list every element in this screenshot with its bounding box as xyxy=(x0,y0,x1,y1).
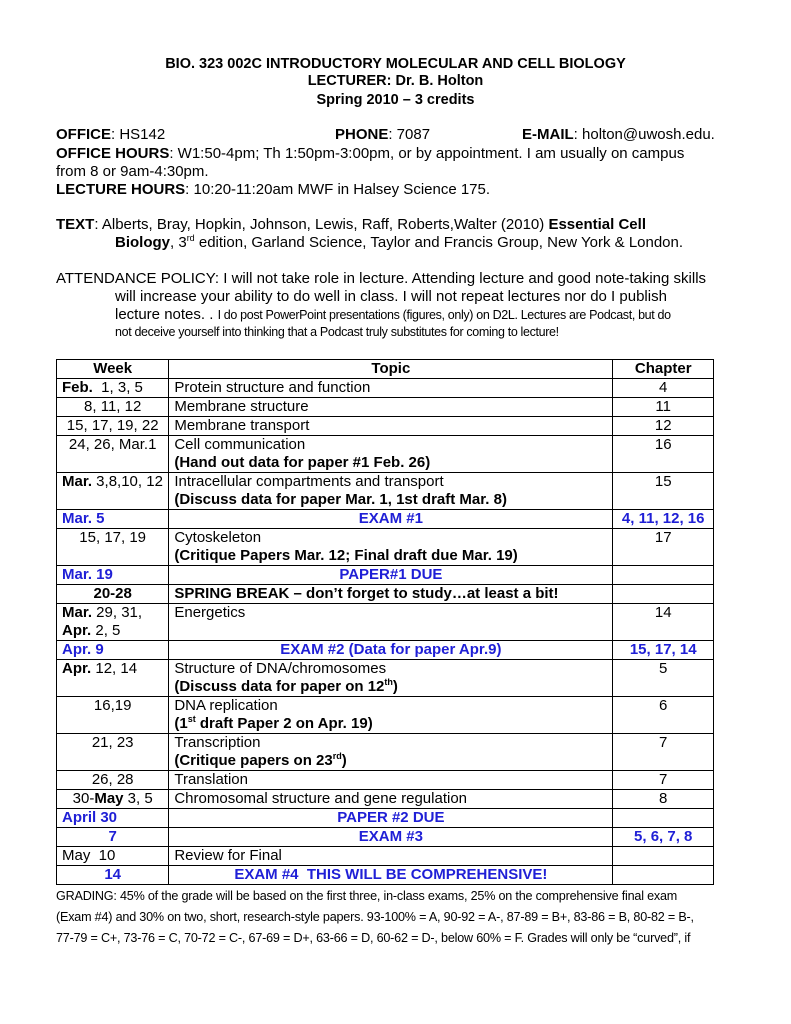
topic-cell: PAPER#1 DUE xyxy=(169,566,613,585)
chapter-cell: 15, 17, 14 xyxy=(613,641,714,660)
topic-cell: PAPER #2 DUE xyxy=(169,809,613,828)
phone-line: PHONE: 7087 xyxy=(335,126,431,143)
chapter-cell xyxy=(613,809,714,828)
topic-cell: Intracellular compartments and transport (Discuss data for paper Mar. 1, 1st draft Mar. 8) xyxy=(169,473,613,510)
table-row-exam xyxy=(57,510,714,529)
chapter-cell: 8 xyxy=(613,790,714,809)
week-cell: 20-28 xyxy=(57,585,169,604)
grading-line-2: (Exam #4) and 30% on two, short, research-style papers. 93-100% = A, 90-92 = A-, 87-89 = B+, 83-86 = B, 80-82 = B-, xyxy=(56,910,694,924)
week-cell: May 10 xyxy=(57,847,169,866)
chapter-cell: 7 xyxy=(613,734,714,771)
header-topic: Topic xyxy=(169,360,613,379)
topic-cell: Translation xyxy=(169,771,613,790)
week-cell: Mar. 29, 31, Apr. 2, 5 xyxy=(57,604,169,641)
table-row xyxy=(57,771,714,790)
chapter-cell: 11 xyxy=(613,398,714,417)
header-chapter: Chapter xyxy=(613,360,714,379)
table-row xyxy=(57,529,714,566)
week-cell: April 30 xyxy=(57,809,169,828)
chapter-cell: 7 xyxy=(613,771,714,790)
week-cell: 26, 28 xyxy=(57,771,169,790)
week-cell: 8, 11, 12 xyxy=(57,398,169,417)
chapter-cell: 12 xyxy=(613,417,714,436)
week-cell: 30-May 3, 5 xyxy=(57,790,169,809)
attendance-line-4: not deceive yourself into thinking that a Podcast truly substitutes for coming to lecture! xyxy=(115,325,559,339)
topic-cell: Cytoskeleton (Critique Papers Mar. 12; Final draft due Mar. 19) xyxy=(169,529,613,566)
week-cell: Mar. 3,8,10, 12 xyxy=(57,473,169,510)
week-cell: 21, 23 xyxy=(57,734,169,771)
table-row xyxy=(57,379,714,398)
topic-cell: Chromosomal structure and gene regulation xyxy=(169,790,613,809)
textbook-line-2: Biology, 3rd edition, Garland Science, Taylor and Francis Group, New York & London. xyxy=(115,233,684,251)
chapter-cell xyxy=(613,847,714,866)
table-row xyxy=(57,604,714,641)
table-row-exam xyxy=(57,641,714,660)
office-line: OFFICE: HS142 xyxy=(56,126,166,143)
topic-cell: Energetics xyxy=(169,604,613,641)
lecture-hours-line: LECTURE HOURS: 10:20-11:20am MWF in Halsey Science 175. xyxy=(56,181,491,198)
table-row xyxy=(57,417,714,436)
topic-cell: Membrane structure xyxy=(169,398,613,417)
course-title: BIO. 323 002C INTRODUCTORY MOLECULAR AND CELL BIOLOGY xyxy=(165,56,626,72)
topic-cell: Structure of DNA/chromosomes (Discuss data for paper on 12th) xyxy=(169,660,613,697)
topic-cell: EXAM #1 xyxy=(169,510,613,529)
topic-cell: Protein structure and function xyxy=(169,379,613,398)
header-week: Week xyxy=(57,360,169,379)
table-row xyxy=(57,660,714,697)
table-row xyxy=(57,790,714,809)
chapter-cell: 16 xyxy=(613,436,714,473)
table-row-exam xyxy=(57,866,714,885)
table-header-row xyxy=(57,360,714,379)
week-cell: 15, 17, 19, 22 xyxy=(57,417,169,436)
topic-cell: Transcription (Critique papers on 23rd) xyxy=(169,734,613,771)
topic-cell: EXAM #4 THIS WILL BE COMPREHENSIVE! xyxy=(169,866,613,885)
table-row-exam xyxy=(57,828,714,847)
table-row-paper-due xyxy=(57,566,714,585)
attendance-line-1: ATTENDANCE POLICY: I will not take role in lecture. Attending lecture and good note-taking skills xyxy=(56,270,707,287)
attendance-line-2: will increase your ability to do well in class. I will not repeat lectures nor do I publish xyxy=(115,288,667,305)
chapter-cell: 4 xyxy=(613,379,714,398)
table-row xyxy=(57,847,714,866)
table-row-paper-due xyxy=(57,809,714,828)
grading-line-3: 77-79 = C+, 73-76 = C, 70-72 = C-, 67-69 = D+, 63-66 = D, 60-62 = D-, below 60% = F. Grades will only be “curved”, if xyxy=(56,931,691,945)
table-row xyxy=(57,473,714,510)
table-row-break xyxy=(57,585,714,604)
chapter-cell: 4, 11, 12, 16 xyxy=(613,510,714,529)
term-line: Spring 2010 – 3 credits xyxy=(316,92,475,108)
topic-cell: SPRING BREAK – don’t forget to study…at least a bit! xyxy=(169,585,613,604)
week-cell: 16,19 xyxy=(57,697,169,734)
chapter-cell: 17 xyxy=(613,529,714,566)
topic-cell: Membrane transport xyxy=(169,417,613,436)
chapter-cell: 15 xyxy=(613,473,714,510)
email-line: E-MAIL: holton@uwosh.edu. xyxy=(522,126,715,143)
grading-line-1: GRADING: 45% of the grade will be based on the first three, in-class exams, 25% on the comprehensive final exam xyxy=(56,889,678,903)
textbook-line-1: TEXT: Alberts, Bray, Hopkin, Johnson, Lewis, Raff, Roberts,Walter (2010) Essential Cell xyxy=(56,216,646,233)
topic-cell: Cell communication (Hand out data for paper #1 Feb. 26) xyxy=(169,436,613,473)
chapter-cell: 6 xyxy=(613,697,714,734)
week-cell: Mar. 19 xyxy=(57,566,169,585)
office-hours-line-2: from 8 or 9am-4:30pm. xyxy=(56,163,209,180)
week-cell: Apr. 9 xyxy=(57,641,169,660)
topic-cell: Review for Final xyxy=(169,847,613,866)
topic-cell: DNA replication (1st draft Paper 2 on Apr. 19) xyxy=(169,697,613,734)
table-row xyxy=(57,697,714,734)
week-cell: Apr. 12, 14 xyxy=(57,660,169,697)
week-cell: 14 xyxy=(57,866,169,885)
chapter-cell xyxy=(613,585,714,604)
week-cell: 15, 17, 19 xyxy=(57,529,169,566)
week-cell: Feb. 1, 3, 5 xyxy=(57,379,169,398)
chapter-cell xyxy=(613,566,714,585)
week-cell: 7 xyxy=(57,828,169,847)
office-hours-line: OFFICE HOURS: W1:50-4pm; Th 1:50pm-3:00pm, or by appointment. I am usually on campus xyxy=(56,145,685,162)
chapter-cell: 14 xyxy=(613,604,714,641)
table-row xyxy=(57,398,714,417)
chapter-cell xyxy=(613,866,714,885)
table-row xyxy=(57,436,714,473)
topic-cell: EXAM #3 xyxy=(169,828,613,847)
attendance-line-3: lecture notes. . I do post PowerPoint presentations (figures, only) on D2L. Lectures are Podcast, but do xyxy=(115,306,671,323)
week-cell: 24, 26, Mar.1 xyxy=(57,436,169,473)
chapter-cell: 5 xyxy=(613,660,714,697)
week-cell: Mar. 5 xyxy=(57,510,169,529)
lecturer-line: LECTURER: Dr. B. Holton xyxy=(307,73,484,89)
chapter-cell: 5, 6, 7, 8 xyxy=(613,828,714,847)
grading-paragraph xyxy=(56,886,736,949)
schedule-table xyxy=(56,359,714,885)
table-row xyxy=(57,734,714,771)
topic-cell: EXAM #2 (Data for paper Apr.9) xyxy=(169,641,613,660)
